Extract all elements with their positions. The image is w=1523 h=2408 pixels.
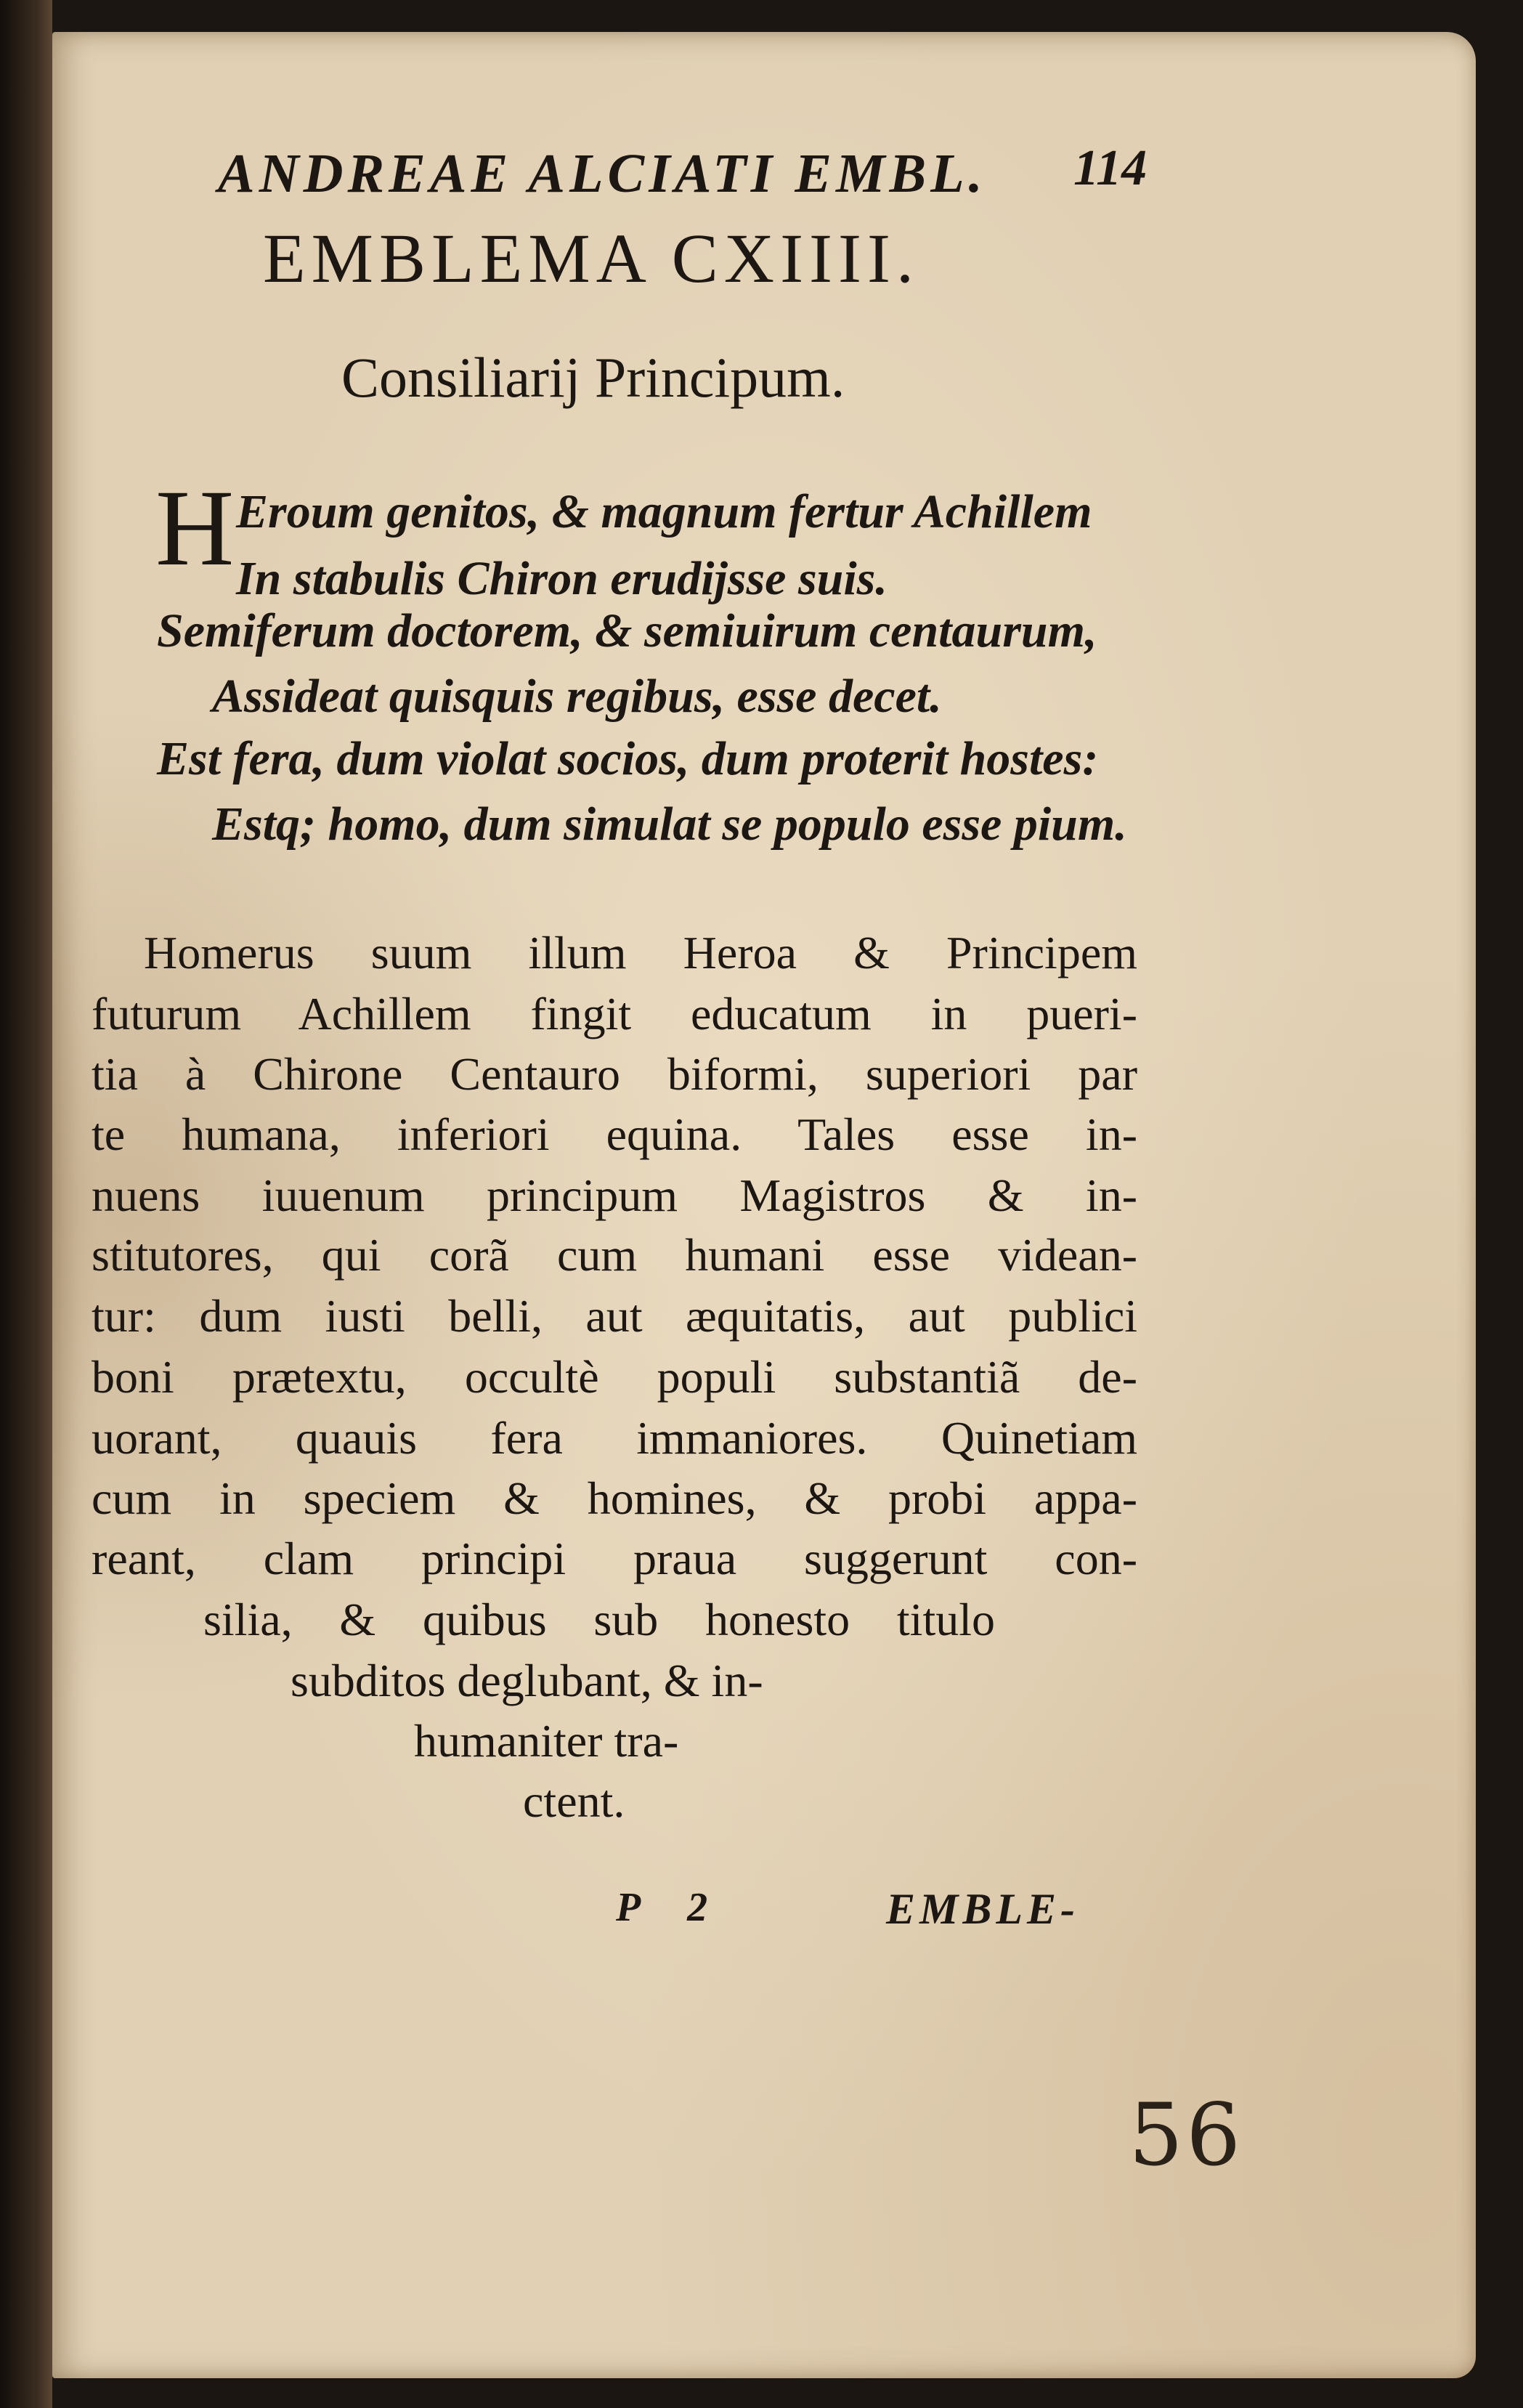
verse-line: Est fera, dum violat socios, dum proterit hostes: bbox=[157, 732, 1099, 785]
commentary-line: humaniter tra- bbox=[414, 1715, 679, 1767]
binding-gutter bbox=[0, 0, 52, 2408]
commentary-line: tur: dum iusti belli, aut æquitatis, aut publici bbox=[92, 1290, 1137, 1342]
commentary-line: futurum Achillem fingit educatum in pueri- bbox=[92, 988, 1137, 1039]
emblem-title: EMBLEMA CXIIII. bbox=[263, 219, 919, 297]
commentary-line: boni prætextu, occultè populi substantiã de- bbox=[92, 1351, 1137, 1403]
commentary-line: Homerus suum illum Heroa & Principem bbox=[144, 927, 1137, 978]
verse-line: Eroum genitos, & magnum fertur Achillem bbox=[236, 485, 1092, 538]
drop-capital: H bbox=[155, 468, 235, 588]
commentary-line: cum in speciem & homines, & probi appa- bbox=[92, 1472, 1137, 1524]
verse-line: In stabulis Chiron erudijsse suis. bbox=[236, 552, 888, 605]
commentary-line: uorant, quauis fera immaniores. Quinetiam bbox=[92, 1412, 1137, 1464]
commentary-line: te humana, inferiori equina. Tales esse in- bbox=[92, 1108, 1137, 1160]
commentary-line: subditos deglubant, & in- bbox=[291, 1655, 763, 1706]
commentary-line: reant, clam principi praua suggerunt con- bbox=[92, 1533, 1137, 1584]
verse-line: Assideat quisquis regibus, esse decet. bbox=[212, 670, 942, 723]
catchword: EMBLE- bbox=[886, 1885, 1080, 1933]
running-head: ANDREAE ALCIATI EMBL. bbox=[218, 143, 987, 204]
signature-mark: P 2 bbox=[616, 1885, 727, 1930]
folio-number: 114 bbox=[1073, 140, 1148, 196]
commentary-line: ctent. bbox=[523, 1775, 625, 1827]
commentary-line: stitutores, qui corã cum humani esse videan- bbox=[92, 1229, 1137, 1281]
commentary-line: silia, & quibus sub honesto titulo bbox=[203, 1594, 995, 1645]
commentary-line: nuens iuuenum principum Magistros & in- bbox=[92, 1169, 1137, 1221]
commentary-line: tia à Chirone Centauro biformi, superiori par bbox=[92, 1048, 1137, 1100]
verse-line: Estq; homo, dum simulat se populo esse pium. bbox=[212, 798, 1127, 851]
emblem-subtitle: Consiliarij Principum. bbox=[341, 346, 845, 409]
verse-line: Semiferum doctorem, & semiuirum centaurum, bbox=[157, 604, 1097, 657]
stamped-page-number: 56 bbox=[1129, 2085, 1244, 2185]
